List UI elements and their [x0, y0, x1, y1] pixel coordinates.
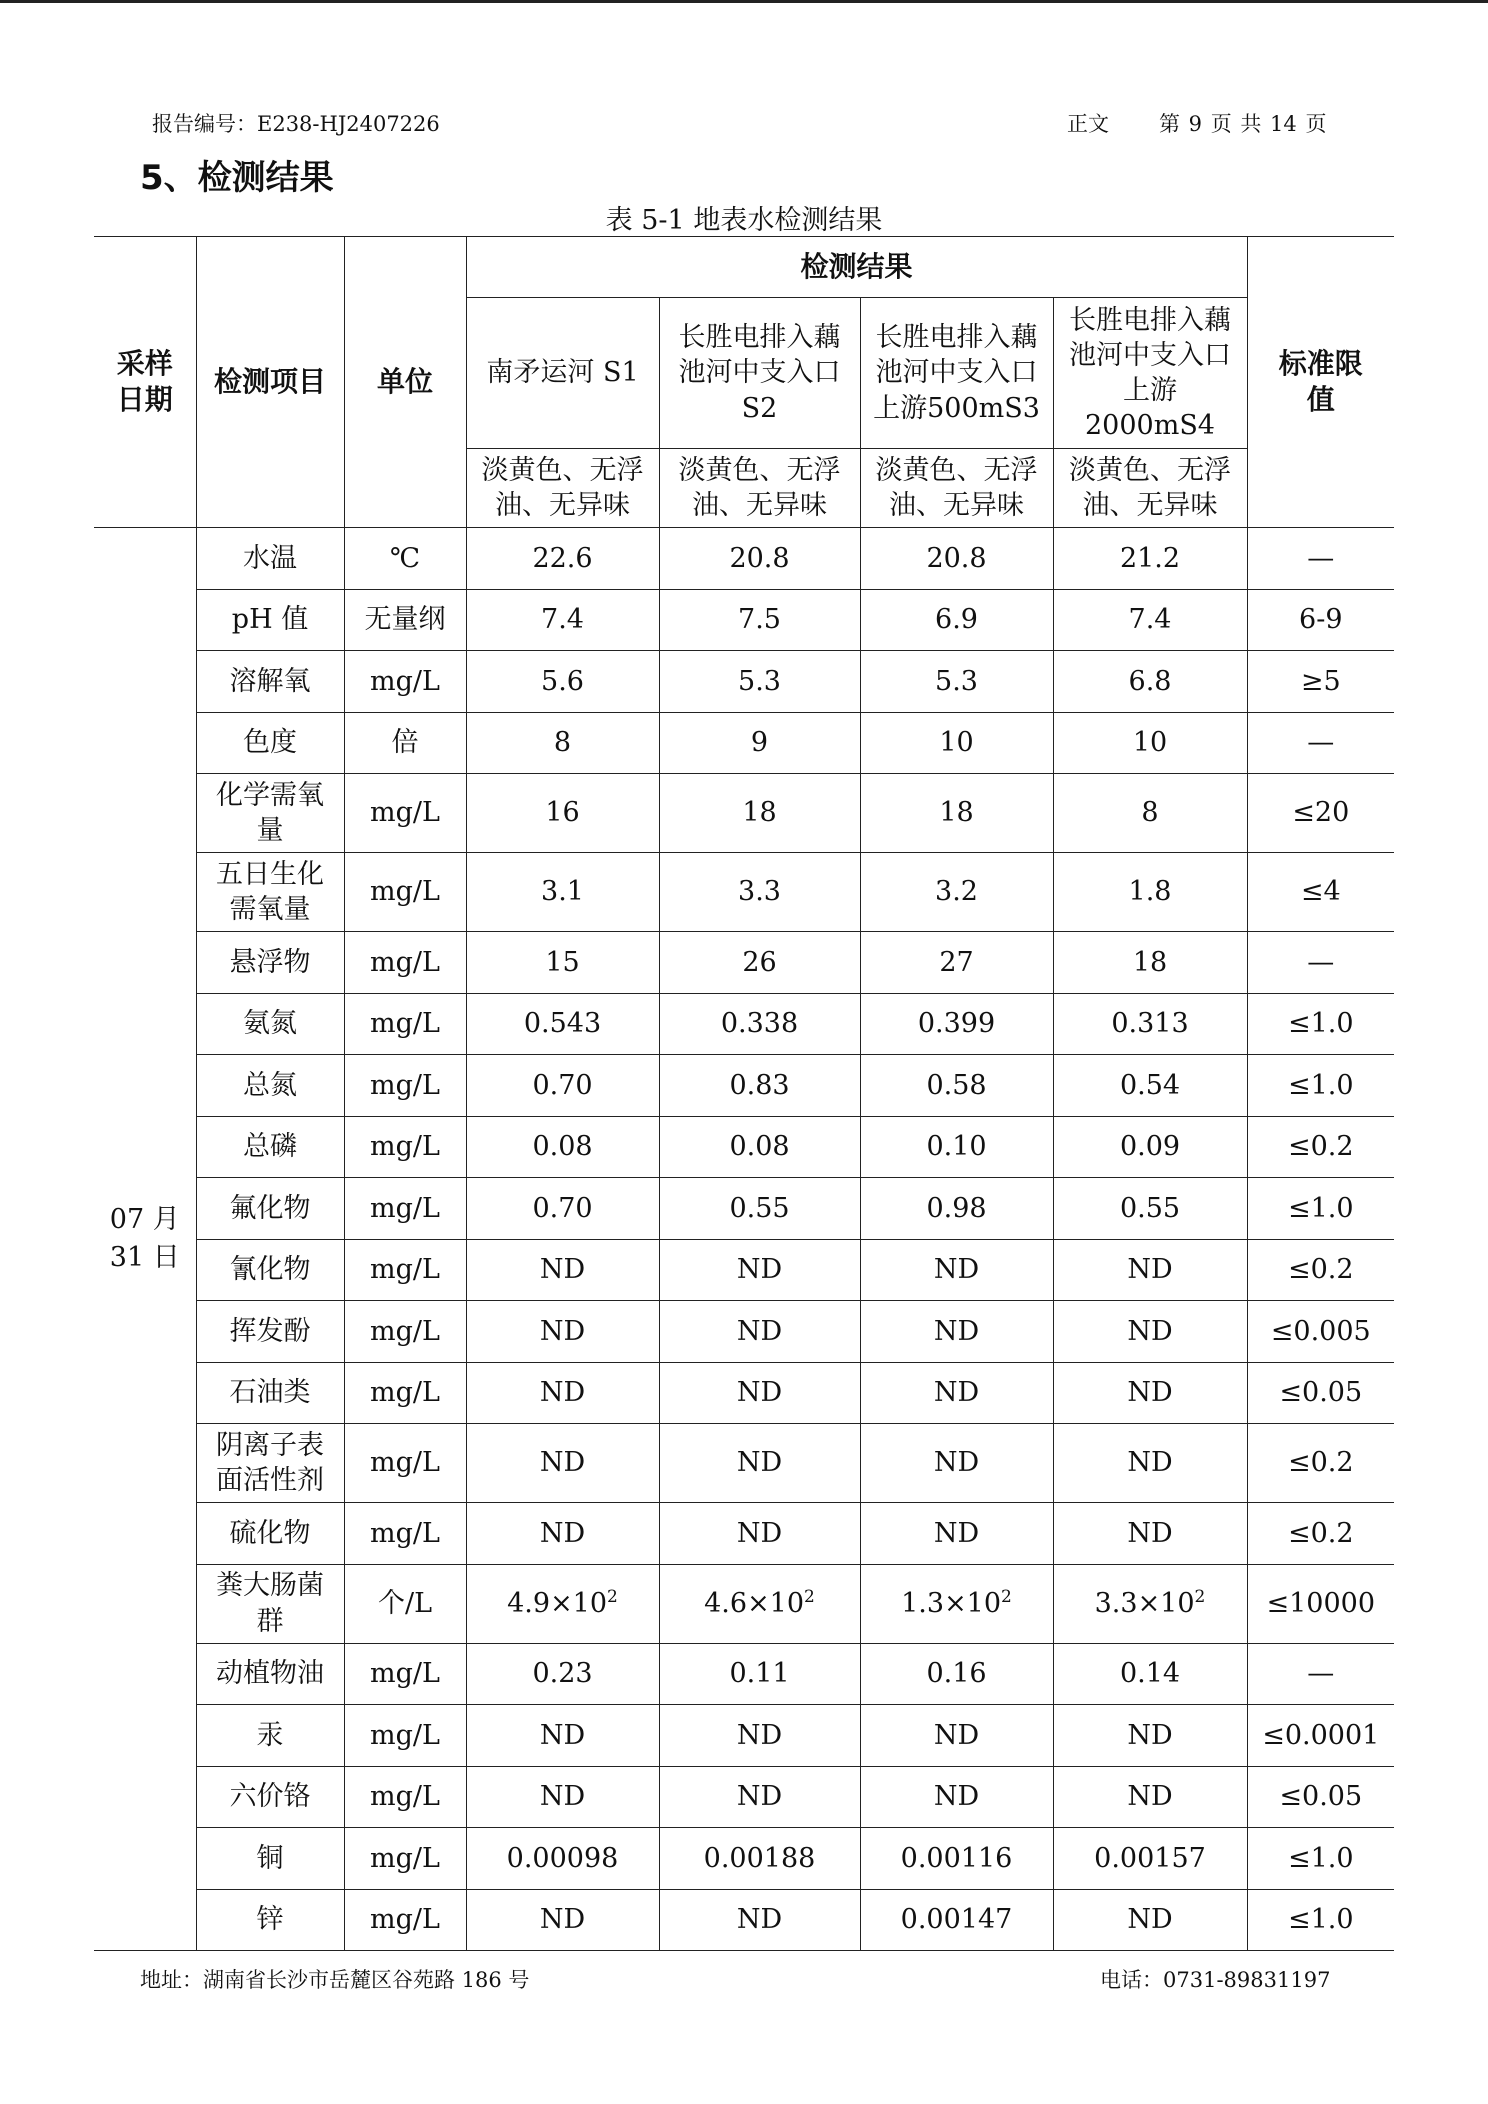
standard-limit: ≤1.0 [1247, 1055, 1394, 1117]
result-value: 3.1 [466, 853, 659, 932]
site-name: 长胜电排入藕池河中支入口上游500mS3 [860, 298, 1053, 449]
result-value: 1.8 [1053, 853, 1247, 932]
results-table-body [94, 528, 1394, 1951]
result-value: 0.399 [860, 993, 1053, 1055]
result-value: ND [1053, 1705, 1247, 1767]
result-value: 10 [1053, 712, 1247, 774]
section-label: 正文 [1067, 112, 1109, 136]
result-value: $1.3\times 10^2$ [860, 1564, 1053, 1643]
item-unit: mg/L [344, 1055, 466, 1117]
result-value: 0.55 [659, 1178, 860, 1240]
result-value: $4.6\times 10^2$ [659, 1564, 860, 1643]
item-unit: mg/L [344, 1705, 466, 1767]
item-unit: mg/L [344, 1828, 466, 1890]
item-name: 石油类 [196, 1362, 344, 1424]
header-item: 检测项目 [196, 237, 344, 528]
item-unit: mg/L [344, 1643, 466, 1705]
item-name: 挥发酚 [196, 1301, 344, 1363]
result-value: 21.2 [1053, 528, 1247, 590]
item-name: 水温 [196, 528, 344, 590]
item-unit: 无量纲 [344, 589, 466, 651]
standard-limit: — [1247, 1643, 1394, 1705]
table-row [94, 1055, 1394, 1117]
item-name: 动植物油 [196, 1643, 344, 1705]
item-unit: 个/L [344, 1564, 466, 1643]
table-row [94, 1889, 1394, 1951]
standard-limit: ≤0.2 [1247, 1424, 1394, 1503]
result-value: 8 [1053, 774, 1247, 853]
header-sample-date: 采样日期 [94, 237, 196, 528]
result-value: 0.00116 [860, 1828, 1053, 1890]
item-name: 色度 [196, 712, 344, 774]
result-value: 3.2 [860, 853, 1053, 932]
header-unit: 单位 [344, 237, 466, 528]
item-name: 化学需氧量 [196, 774, 344, 853]
item-name: 总氮 [196, 1055, 344, 1117]
item-name: 六价铬 [196, 1766, 344, 1828]
site-appearance: 淡黄色、无浮油、无异味 [466, 449, 659, 528]
result-value: 7.5 [659, 589, 860, 651]
footer-address: 地址：湖南省长沙市岳麓区谷苑路 186 号 [140, 1968, 530, 1992]
site-appearance: 淡黄色、无浮油、无异味 [860, 449, 1053, 528]
result-value: 0.09 [1053, 1116, 1247, 1178]
result-value: 9 [659, 712, 860, 774]
report-number: 报告编号：E238-HJ2407226 [152, 112, 440, 136]
item-name: 汞 [196, 1705, 344, 1767]
result-value: ND [659, 1239, 860, 1301]
result-value: 0.00098 [466, 1828, 659, 1890]
standard-limit: ≤0.2 [1247, 1116, 1394, 1178]
table-row [94, 774, 1394, 853]
table-row [94, 1116, 1394, 1178]
exponent: 2 [607, 1586, 618, 1607]
result-value: ND [860, 1705, 1053, 1767]
table-row [94, 651, 1394, 713]
item-name: 溶解氧 [196, 651, 344, 713]
result-value: ND [1053, 1889, 1247, 1951]
site-appearance: 淡黄色、无浮油、无异味 [1053, 449, 1247, 528]
standard-limit: ≤0.05 [1247, 1362, 1394, 1424]
result-value: 16 [466, 774, 659, 853]
result-value: 6.9 [860, 589, 1053, 651]
result-value: 0.14 [1053, 1643, 1247, 1705]
standard-limit: ≤10000 [1247, 1564, 1394, 1643]
result-value: ND [1053, 1503, 1247, 1565]
item-name: 锌 [196, 1889, 344, 1951]
result-value: 0.70 [466, 1055, 659, 1117]
result-value: ND [1053, 1362, 1247, 1424]
table-row [94, 1643, 1394, 1705]
table-row [94, 993, 1394, 1055]
result-value: 22.6 [466, 528, 659, 590]
item-unit: mg/L [344, 1503, 466, 1565]
standard-limit: ≤0.2 [1247, 1239, 1394, 1301]
table-row [94, 1362, 1394, 1424]
item-name: 氟化物 [196, 1178, 344, 1240]
result-value: 3.3 [659, 853, 860, 932]
result-value: ND [466, 1503, 659, 1565]
result-value: ND [659, 1889, 860, 1951]
result-value: ND [466, 1705, 659, 1767]
item-unit: ℃ [344, 528, 466, 590]
item-unit: mg/L [344, 1766, 466, 1828]
result-value: 18 [1053, 932, 1247, 994]
result-value: 0.313 [1053, 993, 1247, 1055]
result-value: 0.70 [466, 1178, 659, 1240]
item-unit: mg/L [344, 1301, 466, 1363]
result-value: 6.8 [1053, 651, 1247, 713]
result-value: ND [659, 1362, 860, 1424]
result-value: 0.23 [466, 1643, 659, 1705]
top-border-line [0, 0, 1488, 3]
result-value: ND [1053, 1766, 1247, 1828]
table-row [94, 1301, 1394, 1363]
standard-limit: — [1247, 712, 1394, 774]
result-value: ND [466, 1362, 659, 1424]
result-value: 5.3 [659, 651, 860, 713]
item-name: 硫化物 [196, 1503, 344, 1565]
result-value: 0.58 [860, 1055, 1053, 1117]
site-name: 长胜电排入藕池河中支入口上游2000mS4 [1053, 298, 1247, 449]
item-name: 粪大肠菌群 [196, 1564, 344, 1643]
result-value: ND [659, 1705, 860, 1767]
result-value: ND [466, 1424, 659, 1503]
table-row [94, 1239, 1394, 1301]
standard-limit: ≥5 [1247, 651, 1394, 713]
standard-limit: ≤0.005 [1247, 1301, 1394, 1363]
sample-date: 07 月 31 日 [94, 528, 196, 1951]
result-value: 27 [860, 932, 1053, 994]
site-appearance: 淡黄色、无浮油、无异味 [659, 449, 860, 528]
result-value: ND [659, 1766, 860, 1828]
result-value: ND [466, 1766, 659, 1828]
item-name: pH 值 [196, 589, 344, 651]
result-value: 0.16 [860, 1643, 1053, 1705]
item-name: 五日生化需氧量 [196, 853, 344, 932]
item-name: 铜 [196, 1828, 344, 1890]
result-value: 10 [860, 712, 1053, 774]
item-name: 悬浮物 [196, 932, 344, 994]
result-value: 18 [659, 774, 860, 853]
page-info: 第 9 页 共 14 页 [1159, 112, 1327, 136]
result-value: 0.00157 [1053, 1828, 1247, 1890]
result-value: 0.543 [466, 993, 659, 1055]
result-value: 20.8 [860, 528, 1053, 590]
item-unit: mg/L [344, 1116, 466, 1178]
item-unit: mg/L [344, 1239, 466, 1301]
result-value: 26 [659, 932, 860, 994]
result-value: $4.9\times 10^2$ [466, 1564, 659, 1643]
result-value: ND [860, 1766, 1053, 1828]
result-value: 15 [466, 932, 659, 994]
header-results: 检测结果 [466, 237, 1247, 298]
result-value: 0.08 [466, 1116, 659, 1178]
site-name: 南矛运河 S1 [466, 298, 659, 449]
table-row [94, 1503, 1394, 1565]
result-value: ND [860, 1301, 1053, 1363]
table-row [94, 1178, 1394, 1240]
result-value: 5.3 [860, 651, 1053, 713]
item-unit: mg/L [344, 1424, 466, 1503]
table-row [94, 712, 1394, 774]
result-value: 0.98 [860, 1178, 1053, 1240]
result-value: 0.55 [1053, 1178, 1247, 1240]
standard-limit: ≤0.2 [1247, 1503, 1394, 1565]
item-name: 氰化物 [196, 1239, 344, 1301]
result-value: ND [860, 1362, 1053, 1424]
standard-limit: ≤1.0 [1247, 1828, 1394, 1890]
result-value: 0.08 [659, 1116, 860, 1178]
result-value: 0.00147 [860, 1889, 1053, 1951]
result-value: ND [466, 1889, 659, 1951]
item-name: 阴离子表面活性剂 [196, 1424, 344, 1503]
exponent: 2 [1001, 1586, 1012, 1607]
table-row [94, 932, 1394, 994]
item-unit: mg/L [344, 1889, 466, 1951]
standard-limit: — [1247, 932, 1394, 994]
table-row [94, 1424, 1394, 1503]
item-unit: mg/L [344, 993, 466, 1055]
result-value: ND [659, 1424, 860, 1503]
result-value: 20.8 [659, 528, 860, 590]
table-row [94, 589, 1394, 651]
result-value: 7.4 [1053, 589, 1247, 651]
item-unit: mg/L [344, 853, 466, 932]
standard-limit: ≤0.05 [1247, 1766, 1394, 1828]
standard-limit: ≤1.0 [1247, 1889, 1394, 1951]
standard-limit: — [1247, 528, 1394, 590]
result-value: 0.338 [659, 993, 860, 1055]
result-value: ND [466, 1301, 659, 1363]
standard-limit: ≤1.0 [1247, 1178, 1394, 1240]
standard-limit: ≤20 [1247, 774, 1394, 853]
table-row [94, 1564, 1394, 1643]
item-unit: 倍 [344, 712, 466, 774]
item-name: 氨氮 [196, 993, 344, 1055]
page-header-right [1067, 108, 1326, 138]
result-value: 0.54 [1053, 1055, 1247, 1117]
standard-limit: ≤4 [1247, 853, 1394, 932]
header-limit: 标准限值 [1247, 237, 1394, 528]
item-unit: mg/L [344, 932, 466, 994]
table-row [94, 1705, 1394, 1767]
table-row [94, 1766, 1394, 1828]
table-row [94, 1828, 1394, 1890]
item-unit: mg/L [344, 651, 466, 713]
item-unit: mg/L [344, 1178, 466, 1240]
result-value: ND [860, 1503, 1053, 1565]
exponent: 2 [804, 1586, 815, 1607]
exponent: 2 [1194, 1586, 1206, 1607]
result-value: 8 [466, 712, 659, 774]
result-value: 5.6 [466, 651, 659, 713]
result-value: ND [1053, 1301, 1247, 1363]
item-name: 总磷 [196, 1116, 344, 1178]
result-value: 0.11 [659, 1643, 860, 1705]
site-name: 长胜电排入藕池河中支入口 S2 [659, 298, 860, 449]
result-value: ND [466, 1239, 659, 1301]
results-table [94, 236, 1394, 1951]
result-value: ND [659, 1503, 860, 1565]
item-unit: mg/L [344, 774, 466, 853]
standard-limit: 6-9 [1247, 589, 1394, 651]
result-value: $3.3\times 10^2$ [1053, 1564, 1247, 1643]
result-value: ND [1053, 1239, 1247, 1301]
table-caption: 表 5-1 地表水检测结果 [605, 205, 883, 236]
result-value: 0.10 [860, 1116, 1053, 1178]
table-row [94, 853, 1394, 932]
standard-limit: ≤0.0001 [1247, 1705, 1394, 1767]
result-value: ND [860, 1239, 1053, 1301]
section-title: 5、检测结果 [140, 158, 334, 198]
result-value: 0.00188 [659, 1828, 860, 1890]
result-value: 18 [860, 774, 1053, 853]
result-value: ND [860, 1424, 1053, 1503]
result-value: 7.4 [466, 589, 659, 651]
table-row [94, 528, 1394, 590]
result-value: ND [659, 1301, 860, 1363]
footer-phone: 电话：0731-89831197 [1100, 1968, 1331, 1992]
result-value: ND [1053, 1424, 1247, 1503]
item-unit: mg/L [344, 1362, 466, 1424]
result-value: 0.83 [659, 1055, 860, 1117]
standard-limit: ≤1.0 [1247, 993, 1394, 1055]
